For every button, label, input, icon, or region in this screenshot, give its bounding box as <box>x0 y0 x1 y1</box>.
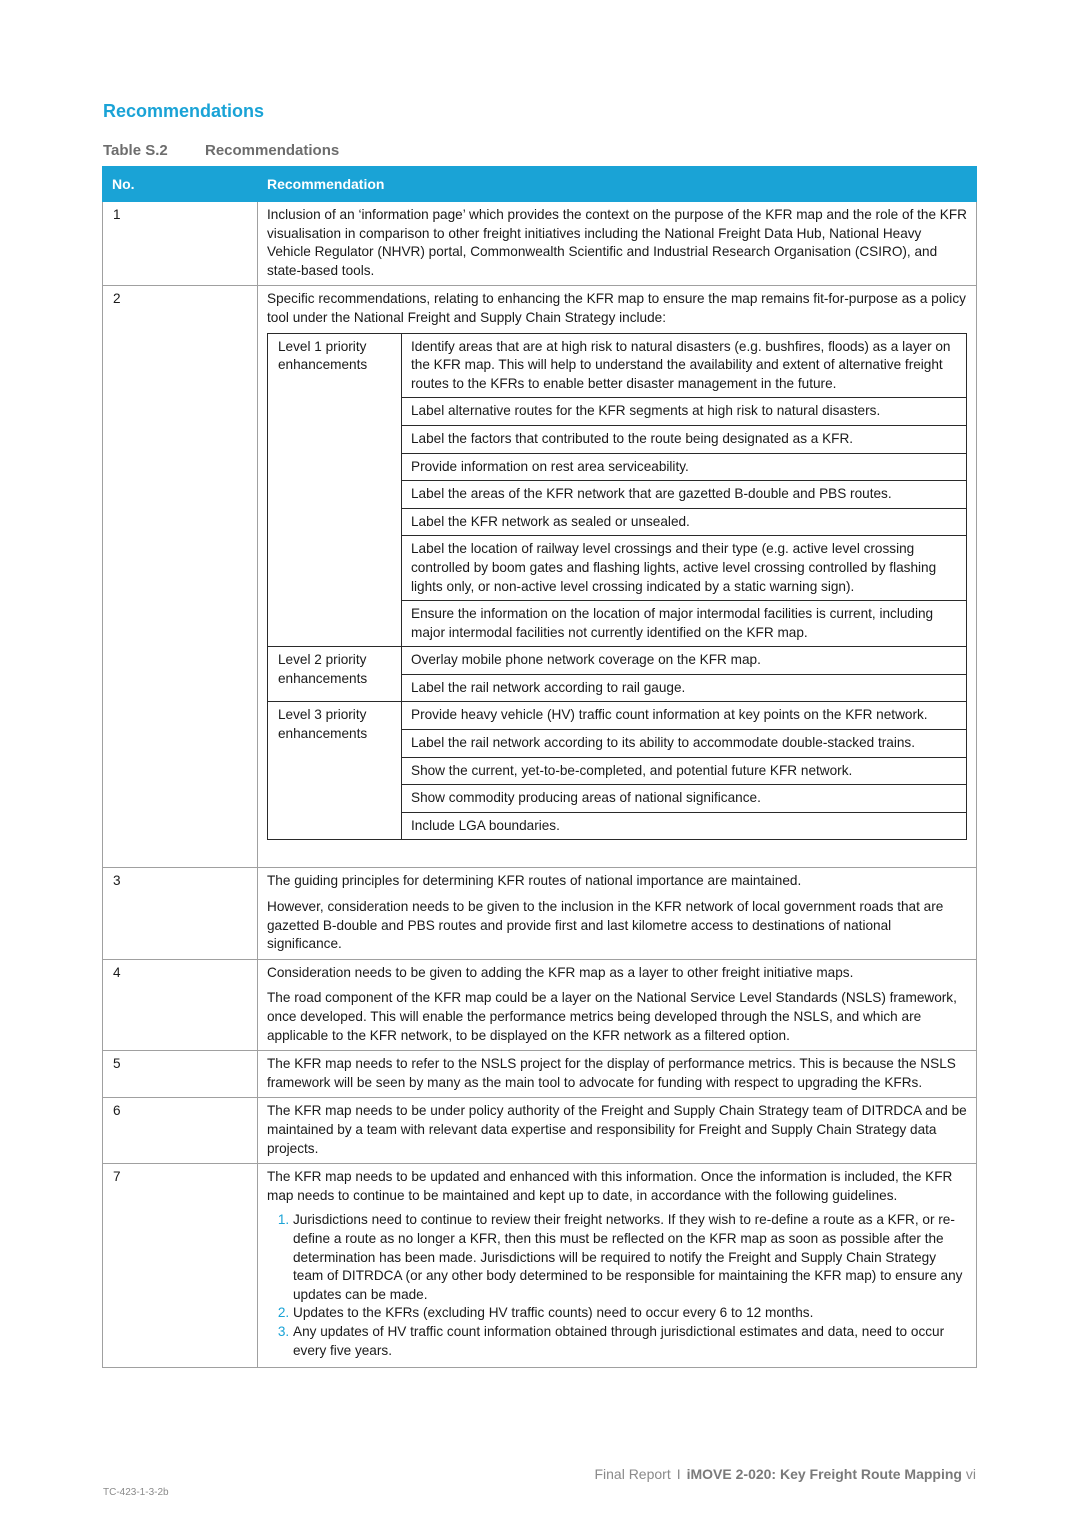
table-row <box>103 202 977 286</box>
enhancements-table <box>267 333 967 841</box>
priority-level-label: Level 1 priority enhancements <box>268 333 402 647</box>
guideline-item: 2. Updates to the KFRs (excluding HV traffic counts) need to occur every 6 to 12 months. <box>293 1304 967 1323</box>
enhancement-item: Label alternative routes for the KFR segments at high risk to natural disasters. <box>402 398 967 426</box>
recommendation-text: However, consideration needs to be given to the inclusion in the KFR network of local government roads that are gazetted B-double and PBS routes and provide first and last kilometre access to destinations of national significance. <box>267 899 944 952</box>
section-title: Recommendations <box>103 101 265 121</box>
table-title: Recommendations <box>205 142 340 159</box>
enhancement-item: Label the rail network according to rail gauge. <box>402 674 967 702</box>
enhancement-item: Show the current, yet-to-be-completed, and potential future KFR network. <box>402 757 967 785</box>
recommendation-text: The KFR map needs to be under policy authority of the Freight and Supply Chain Strategy team of DITRDCA and be maintained by a team with relevant data expertise and responsibility for Freight and Supply Chain Strategy data projects. <box>267 1103 967 1156</box>
recommendation-cell <box>258 868 977 959</box>
footer-report: Final Report <box>594 1466 671 1482</box>
enhancement-item: Provide information on rest area serviceability. <box>402 453 967 481</box>
table-body <box>103 202 977 1368</box>
footer-separator: I <box>676 1466 681 1482</box>
recommendation-cell <box>258 1051 977 1098</box>
row-number: 1 <box>103 202 258 286</box>
enhancement-item: Include LGA boundaries. <box>402 812 967 840</box>
enhancement-item: Identify areas that are at high risk to natural disasters (e.g. bushfires, floods) as a layer on the KFR map. This will help to understand the availability and extent of alternative freight routes to the KFRs to enable better disaster management in the future. <box>402 333 967 398</box>
table-header-row <box>103 167 977 202</box>
guideline-item: 3. Any updates of HV traffic count information obtained through jurisdictional estimates and data, need to occur every five years. <box>293 1323 967 1360</box>
recommendation-text: Consideration needs to be given to adding the KFR map as a layer to other freight initiative maps. <box>267 964 854 980</box>
enhancement-item: Label the KFR network as sealed or unsealed. <box>402 508 967 536</box>
table-number: Table S.2 <box>103 142 168 159</box>
table-row <box>103 1164 977 1368</box>
header-recommendation: Recommendation <box>258 167 977 202</box>
recommendation-text: Inclusion of an ‘information page’ which provides the context on the purpose of the KFR map and the role of the KFR visualisation in comparison to other freight initiatives including the National Freight Data Hub, National Heavy Vehicle Regulator (NHVR) portal, Commonwealth Scientific and Industrial Research Organisation (CSIRO), and state-based tools. <box>267 207 967 278</box>
header-no: No. <box>103 167 258 202</box>
recommendation-text: The KFR map needs to refer to the NSLS project for the display of performance metrics. This is because the NSLS framework will be seen by many as the main tool to advocate for funding with respect to upgrading the KFRs. <box>267 1056 956 1090</box>
table-row <box>103 1051 977 1098</box>
row-number: 6 <box>103 1098 258 1164</box>
table-row <box>103 959 977 1050</box>
enhancement-item: Label the location of railway level crossings and their type (e.g. active level crossing controlled by boom gates and flashing lights, active level crossing controlled by flashing lights only, or non-active level crossing indicated by a static warning sign). <box>402 536 967 601</box>
guidelines-list <box>267 1211 967 1360</box>
page-footer <box>594 1466 976 1482</box>
recommendation-text: The KFR map needs to be updated and enhanced with this information. Once the information is included, the KFR map needs to continue to be maintained and kept up to date, in accordance with the following guidelines. <box>267 1169 953 1203</box>
guideline-item: 1. Jurisdictions need to continue to review their freight networks. If they wish to re-define a route as a KFR, or re-define a route as no longer a KFR, then this must be reflected on the KFR map as soon as possible after the determination has been made. Jurisdictions will be required to notify the Freight and Supply Chain Strategy team of DITRDCA (or any other body determined to be responsible for maintaining the KFR map) to ensure any updates can be made. <box>293 1211 967 1304</box>
table-row <box>103 1098 977 1164</box>
row-number: 7 <box>103 1164 258 1368</box>
document-reference: TC-423-1-3-2b <box>103 1487 169 1498</box>
recommendation-cell <box>258 1164 977 1368</box>
table-row <box>103 286 977 868</box>
enhancement-item: Label the rail network according to its ability to accommodate double-stacked trains. <box>402 730 967 758</box>
page-number: vi <box>965 1466 976 1482</box>
row-number: 3 <box>103 868 258 959</box>
enhancement-row <box>268 702 967 730</box>
priority-level-label: Level 3 priority enhancements <box>268 702 402 840</box>
enhancement-item: Show commodity producing areas of national significance. <box>402 785 967 813</box>
recommendation-cell <box>258 202 977 286</box>
row-number: 5 <box>103 1051 258 1098</box>
row-number: 4 <box>103 959 258 1050</box>
footer-project: iMOVE 2-020: Key Freight Route Mapping <box>686 1466 962 1482</box>
enhancement-item: Provide heavy vehicle (HV) traffic count information at key points on the KFR network. <box>402 702 967 730</box>
recommendation-cell <box>258 286 977 868</box>
recommendation-text: The guiding principles for determining KFR routes of national importance are maintained. <box>267 873 802 889</box>
table-row <box>103 868 977 959</box>
enhancement-row <box>268 647 967 675</box>
row-number: 2 <box>103 286 258 868</box>
recommendation-text: The road component of the KFR map could be a layer on the National Service Level Standards (NSLS) framework, once developed. This will enable the performance metrics being developed through the NSLS, and which are applicable to the KFR network, to be displayed on the KFR network as a filtered option. <box>267 990 957 1043</box>
table-caption <box>103 142 339 159</box>
recommendation-cell <box>258 1098 977 1164</box>
priority-level-label: Level 2 priority enhancements <box>268 647 402 702</box>
enhancement-item: Ensure the information on the location of major intermodal facilities is current, including major intermodal facilities not currently identified on the KFR map. <box>402 601 967 647</box>
recommendation-cell <box>258 959 977 1050</box>
recommendation-text: Specific recommendations, relating to enhancing the KFR map to ensure the map remains fit-for-purpose as a policy tool under the National Freight and Supply Chain Strategy include: <box>267 291 966 325</box>
enhancement-row <box>268 333 967 398</box>
enhancement-item: Label the areas of the KFR network that are gazetted B-double and PBS routes. <box>402 481 967 509</box>
enhancement-item: Label the factors that contributed to the route being designated as a KFR. <box>402 425 967 453</box>
recommendations-table <box>102 166 977 1368</box>
enhancement-item: Overlay mobile phone network coverage on the KFR map. <box>402 647 967 675</box>
